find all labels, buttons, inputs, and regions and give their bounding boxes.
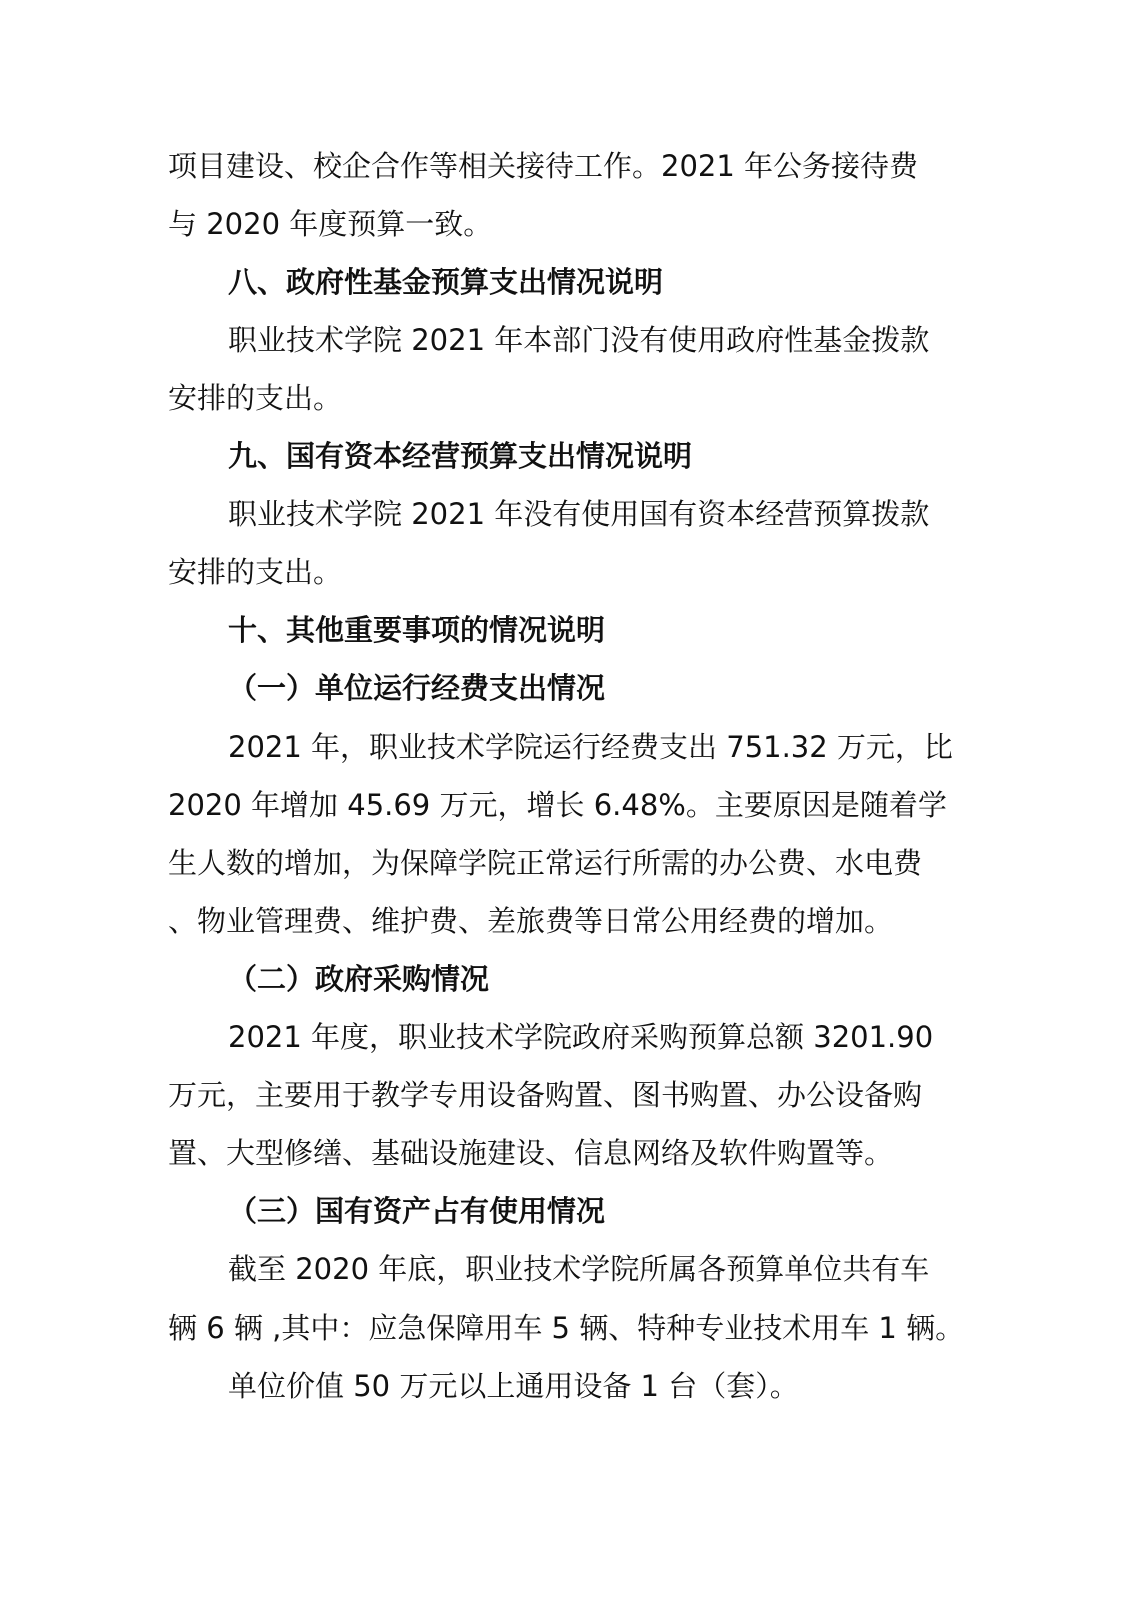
section-heading-9: 九、国有资本经营预算支出情况说明 [228, 439, 693, 473]
paragraph-capital-budget-line-1: 职业技术学院 2021 年没有使用国有资本经营预算拨款 [228, 497, 930, 531]
paragraph-fund-budget-line-1: 职业技术学院 2021 年本部门没有使用政府性基金拨款 [228, 323, 930, 357]
paragraph-operating-cost-line-1: 2021 年，职业技术学院运行经费支出 751.32 万元，比 [228, 730, 953, 764]
paragraph-operating-cost-line-4: 、物业管理费、维护费、差旅费等日常公用经费的增加。 [168, 904, 894, 938]
paragraph-assets-line-2: 辆 6 辆 ,其中：应急保障用车 5 辆、特种专业技术用车 1 辆。 [168, 1311, 965, 1345]
paragraph-assets-line-1: 截至 2020 年底，职业技术学院所属各预算单位共有车 [228, 1252, 930, 1286]
paragraph-fund-budget-line-2: 安排的支出。 [168, 381, 343, 415]
paragraph-capital-budget-line-2: 安排的支出。 [168, 555, 343, 589]
section-heading-8: 八、政府性基金预算支出情况说明 [228, 265, 664, 299]
subsection-heading-3: （三）国有资产占有使用情况 [228, 1194, 606, 1228]
paragraph-operating-cost-line-2: 2020 年增加 45.69 万元，增长 6.48%。主要原因是随着学 [168, 788, 947, 822]
paragraph-procurement-line-2: 万元，主要用于教学专用设备购置、图书购置、办公设备购 [168, 1078, 923, 1112]
subsection-heading-2: （二）政府采购情况 [228, 962, 490, 996]
paragraph-procurement-line-3: 置、大型修缮、基础设施建设、信息网络及软件购置等。 [168, 1136, 894, 1170]
paragraph-operating-cost-line-3: 生人数的增加，为保障学院正常运行所需的办公费、水电费 [168, 846, 923, 880]
subsection-heading-1: （一）单位运行经费支出情况 [228, 671, 606, 705]
paragraph-equipment-line: 单位价值 50 万元以上通用设备 1 台（套）。 [228, 1369, 799, 1403]
paragraph-procurement-line-1: 2021 年度，职业技术学院政府采购预算总额 3201.90 [228, 1020, 934, 1054]
paragraph-reception-fee-line-2: 与 2020 年度预算一致。 [168, 207, 493, 241]
section-heading-10: 十、其他重要事项的情况说明 [228, 613, 606, 647]
paragraph-reception-fee-line-1: 项目建设、校企合作等相关接待工作。2021 年公务接待费 [168, 149, 919, 183]
